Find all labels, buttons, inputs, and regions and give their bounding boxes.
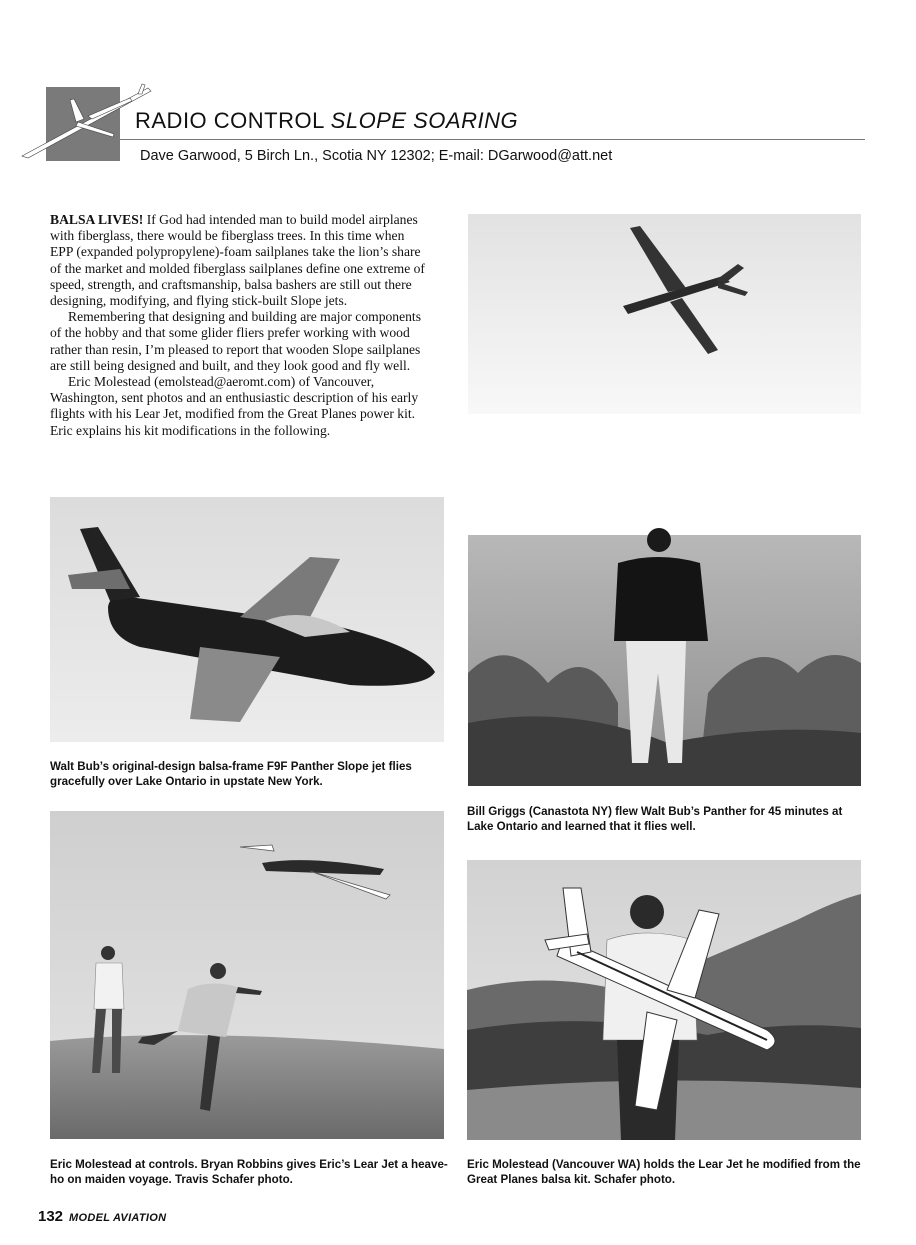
author-byline: Dave Garwood, 5 Birch Ln., Scotia NY 12302; E-mail: DGarwood@att.net [140,148,613,164]
magazine-name: MODEL AVIATION [69,1212,167,1224]
caption-launch: Eric Molestead at controls. Bryan Robbins gives Eric’s Lear Jet a heave-ho on maiden voyage. Travis Schafer photo. [50,1158,448,1186]
article-lead: BALSA LIVES! [50,212,144,227]
article-paragraph-1-text: If God had intended man to build model airplanes with fiberglass, there would be fiberglass trees. In this time when EPP (expanded polypropylene)-foam sailplanes take the lion’s share of the market and molded fiberglass sailplanes define one extreme of speed, strength, and craftsmanship, balsa bashers are still out there designing, modifying, and flying stick-built Slope jets. [50,212,425,309]
photo-jet-in-flight [468,214,861,414]
photo-panther-jet [50,497,444,742]
header-rule [120,139,865,140]
glider-logo-icon [18,82,153,162]
caption-holding: Eric Molestead (Vancouver WA) holds the Lear Jet he modified from the Great Planes balsa kit. Schafer photo. [467,1158,861,1186]
article-paragraph-3: Eric Molestead (emolstead@aeromt.com) of Vancouver, Washington, sent photos and an enthusiastic description of his early flights with his Lear Jet, modified from the Great Planes power kit. Eric explains his kit modifications in the following. [50,374,419,438]
photo-bill-griggs-lake [468,523,861,786]
column-title-italic: SLOPE SOARING [330,108,519,133]
column-title [135,108,518,134]
column-title-plain: RADIO CONTROL [135,108,325,133]
article-paragraph-2: Remembering that designing and building are major components of the hobby and that some glider fliers prefer working with wood rather than resin, I’m pleased to report that wooden Slope sailplanes are still being designed and built, and they look good and fly well. [50,309,421,373]
caption-bill-griggs: Bill Griggs (Canastota NY) flew Walt Bub’s Panther for 45 minutes at Lake Ontario and learned that it flies well. [467,805,843,833]
caption-panther: Walt Bub’s original-design balsa-frame F9F Panther Slope jet flies gracefully over Lake Ontario in upstate New York. [50,760,412,788]
photo-holding-lear-jet [467,860,861,1140]
article-paragraph-1 [50,212,430,309]
photo-lear-jet-launch [50,811,444,1139]
article-body [50,212,430,439]
page-number: 132 [38,1208,64,1225]
page-footer [38,1208,166,1226]
